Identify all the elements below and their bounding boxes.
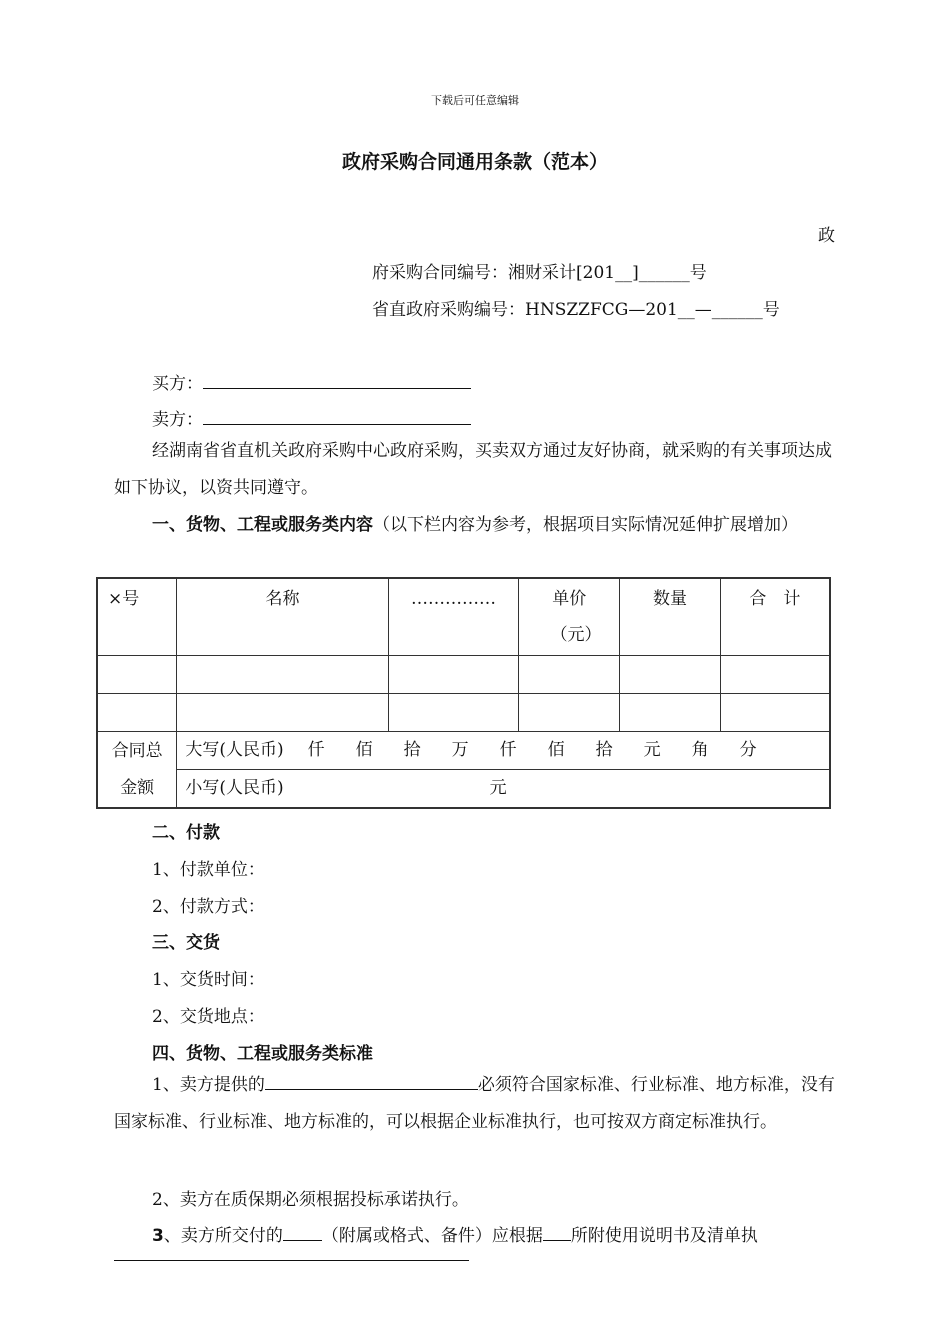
total-amount-label: 合同总金额 — [111, 740, 163, 798]
buyer-blank[interactable] — [203, 374, 471, 389]
table-row — [97, 656, 830, 694]
section-1 — [114, 507, 836, 544]
table-cell[interactable] — [177, 656, 388, 694]
delivery-place: 2、交货地点： — [152, 1007, 265, 1027]
table-cell[interactable] — [720, 656, 830, 694]
buyer-label: 买方： — [152, 374, 203, 394]
table-cell[interactable] — [720, 694, 830, 732]
unit-label: 仟 — [307, 740, 325, 760]
table-cell[interactable] — [388, 656, 519, 694]
section-1-note: （以下栏内容为参考，根据项目实际情况延伸扩展增加） — [373, 515, 798, 535]
table-cell[interactable] — [388, 694, 519, 732]
table-header-row — [97, 578, 830, 656]
unit-label: 万 — [451, 740, 469, 760]
unit-label: 仟 — [499, 740, 517, 760]
col-header-unit-price — [519, 578, 620, 656]
contract-number-prefix: 政 — [818, 226, 835, 246]
section-1-heading: 一、货物、工程或服务类内容 — [152, 515, 373, 535]
seller-blank[interactable] — [203, 410, 471, 425]
unit-label: 佰 — [355, 740, 373, 760]
section-2-heading: 二、付款 — [152, 823, 220, 843]
reference-blank[interactable] — [543, 1226, 571, 1241]
amount-lower-cell[interactable] — [177, 770, 830, 809]
standard-paragraph-2: 2、卖方在质保期必须根据投标承诺执行。 — [152, 1190, 469, 1210]
table-cell[interactable] — [177, 694, 388, 732]
payment-unit: 1、付款单位： — [152, 860, 265, 880]
total-amount-label-cell — [97, 732, 177, 809]
unit-label: 角 — [691, 740, 709, 760]
accessory-blank[interactable] — [283, 1226, 322, 1241]
unit-label: 佰 — [547, 740, 565, 760]
section-3-heading: 三、交货 — [152, 933, 220, 953]
table-row — [97, 694, 830, 732]
goods-table — [96, 577, 831, 809]
standard-p3-number: 3 — [152, 1226, 164, 1246]
seller-label: 卖方： — [152, 410, 203, 430]
standard-p3-tail: 所附使用说明书及清单执 — [570, 1226, 758, 1246]
standard-p1-text: 必须符合国家标准、行业标准、地方标准，没有国家标准、行业标准、地方标准的，可以根据企业标准执行，也可按双方商定标准执行。 — [114, 1075, 835, 1132]
standard-paragraph-3 — [152, 1221, 758, 1246]
unit-label: 分 — [739, 740, 757, 760]
col-header-no: ×号 — [97, 578, 177, 656]
footnote-divider — [114, 1260, 469, 1261]
col-header-name: 名称 — [177, 578, 388, 656]
amount-upper-label: 大写(人民币) — [185, 740, 284, 760]
col-header-total: 合 计 — [720, 578, 830, 656]
standard-p3-lead: 、卖方所交付的 — [163, 1226, 283, 1246]
amount-upper-row — [97, 732, 830, 770]
unit-label: 拾 — [595, 740, 613, 760]
amount-lower-unit: 元 — [489, 778, 507, 798]
payment-method: 2、付款方式： — [152, 897, 265, 917]
table-cell[interactable] — [519, 656, 620, 694]
procurement-number: 省直政府采购编号：HNSZZFCG—201__—______号 — [372, 300, 780, 320]
table-cell[interactable] — [620, 656, 721, 694]
col-header-more: …………… — [388, 578, 519, 656]
table-cell[interactable] — [97, 694, 177, 732]
delivery-time: 1、交货时间： — [152, 970, 265, 990]
header-note: 下载后可任意编辑 — [431, 94, 519, 107]
intro-paragraph: 经湖南省省直机关政府采购中心政府采购，买卖双方通过友好协商，就采购的有关事项达成如下协议，以资共同遵守。 — [114, 441, 832, 498]
standard-paragraph-1 — [114, 1067, 836, 1141]
goods-blank[interactable] — [265, 1075, 478, 1090]
table-cell[interactable] — [97, 656, 177, 694]
contract-number: 府采购合同编号：湘财采计[201__]______号 — [372, 263, 707, 283]
unit-label: 拾 — [403, 740, 421, 760]
table-cell[interactable] — [519, 694, 620, 732]
unit-label: 元 — [643, 740, 661, 760]
standard-p1-lead: 1、卖方提供的 — [152, 1075, 265, 1095]
page-title: 政府采购合同通用条款（范本） — [341, 151, 608, 173]
amount-lower-label: 小写(人民币) — [185, 778, 284, 798]
col-header-unit-price-label: 单价（元） — [550, 589, 602, 645]
table-cell[interactable] — [620, 694, 721, 732]
amount-lower-row — [97, 770, 830, 809]
section-4-heading: 四、货物、工程或服务类标准 — [152, 1044, 373, 1064]
standard-p3-mid: （附属或格式、备件）应根据 — [321, 1226, 543, 1246]
col-header-quantity: 数量 — [620, 578, 721, 656]
amount-upper-cell[interactable] — [177, 732, 830, 770]
seller-line — [152, 405, 471, 430]
buyer-line — [152, 369, 471, 394]
